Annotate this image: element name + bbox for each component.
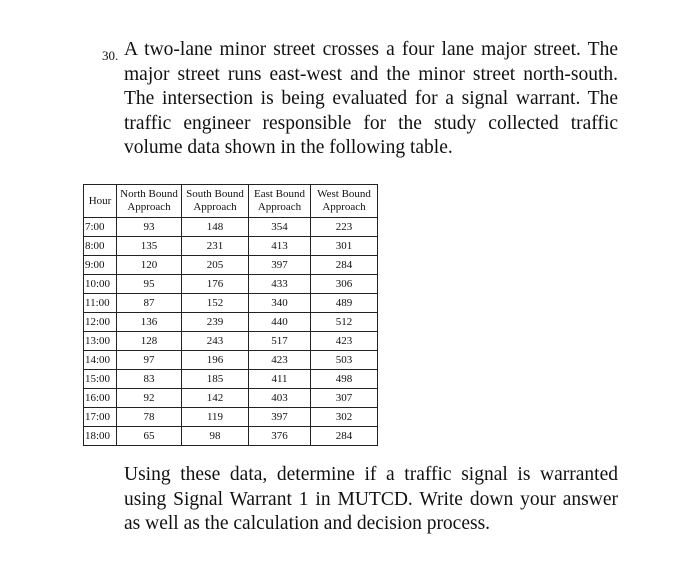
volume-cell: 489 bbox=[311, 294, 378, 313]
traffic-volume-table-container bbox=[83, 184, 378, 446]
table-row bbox=[84, 275, 378, 294]
volume-cell: 97 bbox=[117, 351, 182, 370]
hour-column-header: Hour bbox=[84, 185, 117, 218]
volume-cell: 65 bbox=[117, 427, 182, 446]
volume-cell: 498 bbox=[311, 370, 378, 389]
traffic-volume-table bbox=[83, 184, 378, 446]
table-row bbox=[84, 332, 378, 351]
volume-cell: 284 bbox=[311, 256, 378, 275]
volume-cell: 433 bbox=[249, 275, 311, 294]
volume-cell: 78 bbox=[117, 408, 182, 427]
hour-cell: 7:00 bbox=[84, 218, 117, 237]
volume-cell: 136 bbox=[117, 313, 182, 332]
table-row bbox=[84, 427, 378, 446]
volume-cell: 152 bbox=[182, 294, 249, 313]
volume-cell: 239 bbox=[182, 313, 249, 332]
volume-cell: 95 bbox=[117, 275, 182, 294]
volume-cell: 397 bbox=[249, 408, 311, 427]
volume-cell: 512 bbox=[311, 313, 378, 332]
volume-cell: 306 bbox=[311, 275, 378, 294]
table-row bbox=[84, 218, 378, 237]
hour-cell: 18:00 bbox=[84, 427, 117, 446]
volume-cell: 354 bbox=[249, 218, 311, 237]
table-row bbox=[84, 256, 378, 275]
hour-cell: 14:00 bbox=[84, 351, 117, 370]
table-row bbox=[84, 294, 378, 313]
volume-cell: 148 bbox=[182, 218, 249, 237]
hour-cell: 11:00 bbox=[84, 294, 117, 313]
north-bound-column-header: North Bound Approach bbox=[117, 185, 182, 218]
volume-cell: 397 bbox=[249, 256, 311, 275]
volume-cell: 231 bbox=[182, 237, 249, 256]
volume-cell: 243 bbox=[182, 332, 249, 351]
west-bound-column-header: West Bound Approach bbox=[311, 185, 378, 218]
volume-cell: 440 bbox=[249, 313, 311, 332]
volume-cell: 403 bbox=[249, 389, 311, 408]
volume-cell: 205 bbox=[182, 256, 249, 275]
table-row bbox=[84, 370, 378, 389]
volume-cell: 176 bbox=[182, 275, 249, 294]
table-row bbox=[84, 313, 378, 332]
volume-cell: 423 bbox=[249, 351, 311, 370]
hour-cell: 17:00 bbox=[84, 408, 117, 427]
volume-cell: 284 bbox=[311, 427, 378, 446]
table-row bbox=[84, 237, 378, 256]
volume-cell: 196 bbox=[182, 351, 249, 370]
volume-cell: 83 bbox=[117, 370, 182, 389]
hour-cell: 9:00 bbox=[84, 256, 117, 275]
table-header-row bbox=[84, 185, 378, 218]
hour-cell: 13:00 bbox=[84, 332, 117, 351]
problem-outro-text: Using these data, determine if a traffic signal is warranted using Signal Warrant 1 in MUTCD. Write down your answer as well as the calculation and decision process. bbox=[124, 464, 618, 535]
volume-cell: 128 bbox=[117, 332, 182, 351]
volume-cell: 223 bbox=[311, 218, 378, 237]
volume-cell: 340 bbox=[249, 294, 311, 313]
volume-cell: 301 bbox=[311, 237, 378, 256]
question-number: 30. bbox=[102, 48, 119, 63]
volume-cell: 142 bbox=[182, 389, 249, 408]
hour-cell: 10:00 bbox=[84, 275, 117, 294]
problem-intro-text: A two-lane minor street crosses a four lane major street. The major street runs east-west and the minor street north-south. The intersection is being evaluated for a signal warrant. The traffic engineer responsible for the study collected traffic volume data shown in the following table. bbox=[124, 39, 618, 159]
south-bound-column-header: South Bound Approach bbox=[182, 185, 249, 218]
table-row bbox=[84, 389, 378, 408]
volume-cell: 185 bbox=[182, 370, 249, 389]
volume-cell: 92 bbox=[117, 389, 182, 408]
hour-cell: 12:00 bbox=[84, 313, 117, 332]
volume-cell: 503 bbox=[311, 351, 378, 370]
volume-cell: 302 bbox=[311, 408, 378, 427]
volume-cell: 423 bbox=[311, 332, 378, 351]
hour-cell: 8:00 bbox=[84, 237, 117, 256]
volume-cell: 135 bbox=[117, 237, 182, 256]
table-row bbox=[84, 408, 378, 427]
volume-cell: 87 bbox=[117, 294, 182, 313]
volume-cell: 413 bbox=[249, 237, 311, 256]
volume-cell: 98 bbox=[182, 427, 249, 446]
volume-cell: 517 bbox=[249, 332, 311, 351]
volume-cell: 376 bbox=[249, 427, 311, 446]
volume-cell: 120 bbox=[117, 256, 182, 275]
hour-cell: 15:00 bbox=[84, 370, 117, 389]
volume-cell: 93 bbox=[117, 218, 182, 237]
hour-cell: 16:00 bbox=[84, 389, 117, 408]
volume-cell: 307 bbox=[311, 389, 378, 408]
volume-cell: 119 bbox=[182, 408, 249, 427]
east-bound-column-header: East Bound Approach bbox=[249, 185, 311, 218]
volume-cell: 411 bbox=[249, 370, 311, 389]
table-row bbox=[84, 351, 378, 370]
